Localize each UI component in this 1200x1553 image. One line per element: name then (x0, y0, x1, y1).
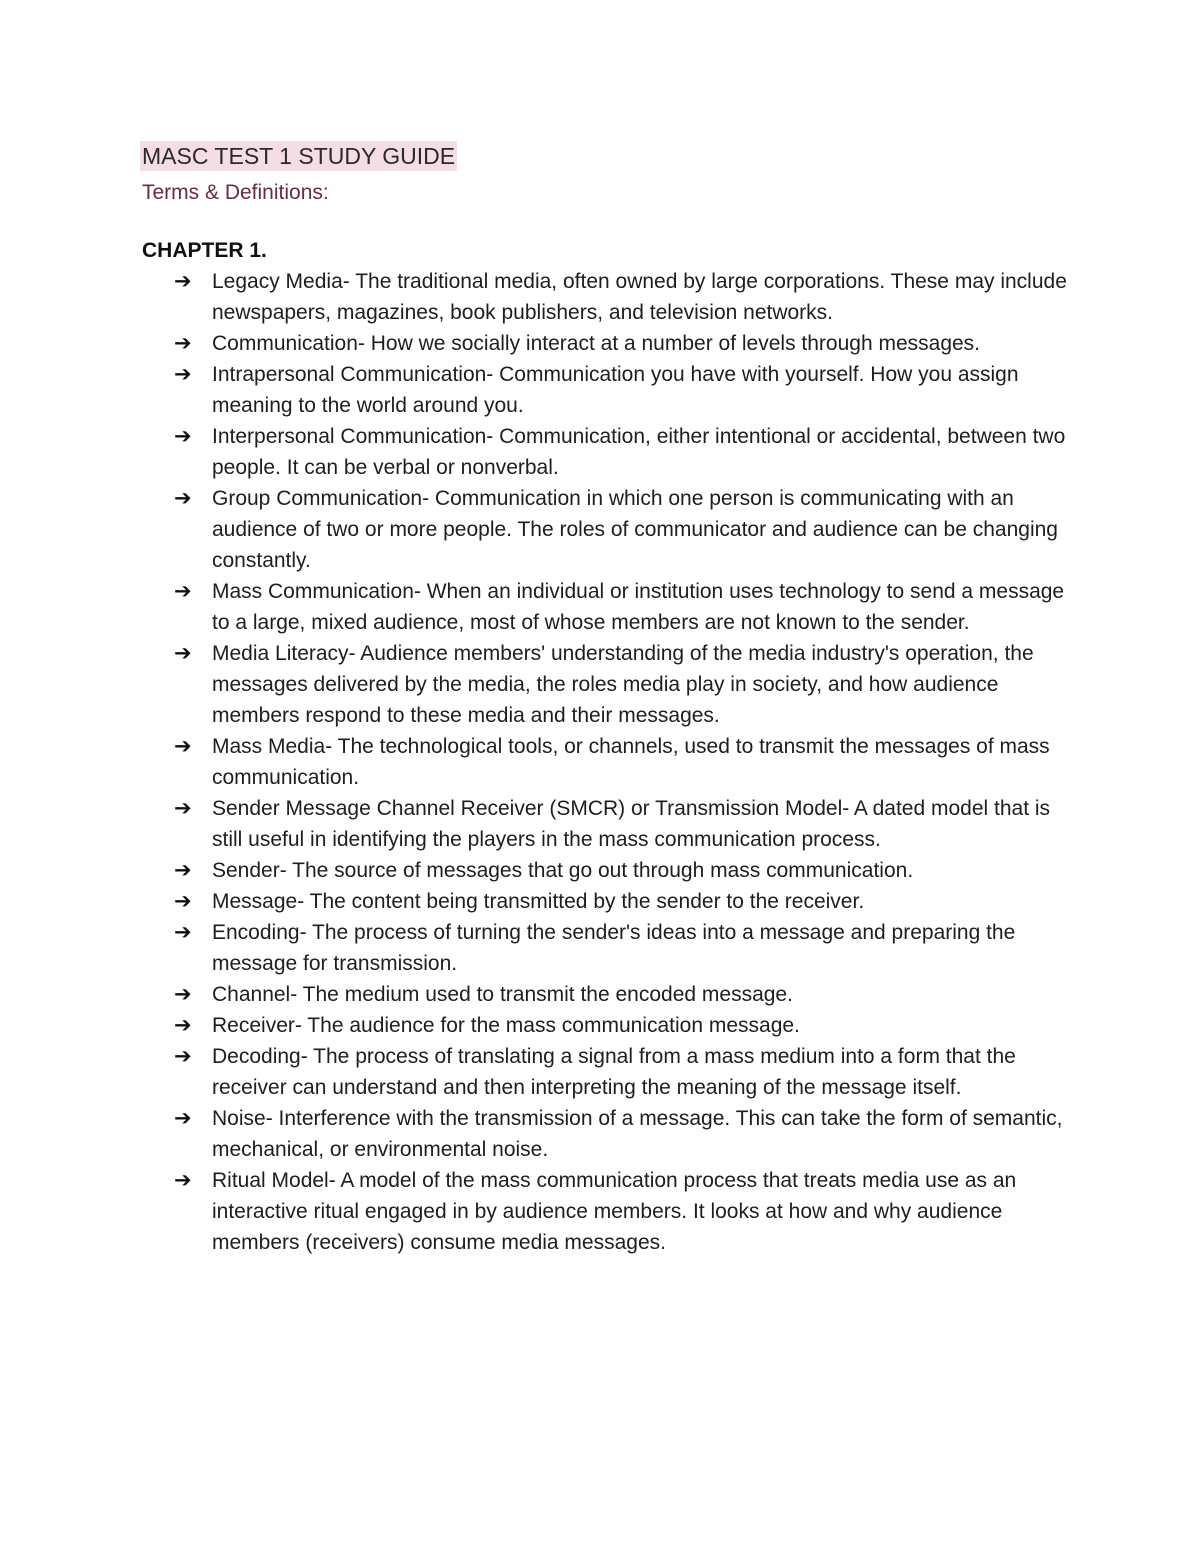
list-item (172, 1165, 1072, 1258)
list-item (172, 793, 1072, 855)
list-item (172, 483, 1072, 576)
document-title: MASC TEST 1 STUDY GUIDE (142, 143, 456, 169)
list-item (172, 731, 1072, 793)
list-item (172, 1103, 1072, 1165)
term-text: Interpersonal Communication- Communication, either intentional or accidental, between two people. It can be verbal or nonverbal. (212, 425, 1066, 479)
arrow-right-icon: ➔ (174, 889, 192, 913)
list-item (172, 917, 1072, 979)
document-subtitle: Terms & Definitions: (142, 181, 329, 204)
arrow-right-icon: ➔ (174, 920, 192, 944)
term-text: Mass Media- The technological tools, or channels, used to transmit the messages of mass communication. (212, 735, 1050, 789)
list-item (172, 855, 1072, 886)
arrow-right-icon: ➔ (174, 1168, 192, 1192)
term-text: Message- The content being transmitted by the sender to the receiver. (212, 890, 865, 913)
term-text: Ritual Model- A model of the mass communication process that treats media use as an interactive ritual engaged in by audience members. It looks at how and why audience members (receivers) consume media messages. (212, 1169, 1017, 1254)
list-item (172, 421, 1072, 483)
list-item (172, 979, 1072, 1010)
term-text: Noise- Interference with the transmission of a message. This can take the form of semantic, mechanical, or environmental noise. (212, 1107, 1063, 1161)
term-text: Sender Message Channel Receiver (SMCR) or Transmission Model- A dated model that is still useful in identifying the players in the mass communication process. (212, 797, 1051, 851)
term-text: Intrapersonal Communication- Communication you have with yourself. How you assign meaning to the world around you. (212, 363, 1019, 417)
arrow-right-icon: ➔ (174, 796, 192, 820)
arrow-right-icon: ➔ (174, 1013, 192, 1037)
term-text: Media Literacy- Audience members' understanding of the media industry's operation, the messages delivered by the media, the roles media play in society, and how audience members respond to these media and their messages. (212, 642, 1034, 727)
chapter-heading: CHAPTER 1. (142, 239, 267, 262)
arrow-right-icon: ➔ (174, 1044, 192, 1068)
term-text: Receiver- The audience for the mass communication message. (212, 1014, 800, 1037)
term-text: Legacy Media- The traditional media, often owned by large corporations. These may include newspapers, magazines, book publishers, and television networks. (212, 270, 1067, 324)
term-text: Channel- The medium used to transmit the encoded message. (212, 983, 793, 1006)
arrow-right-icon: ➔ (174, 269, 192, 293)
arrow-right-icon: ➔ (174, 362, 192, 386)
term-text: Decoding- The process of translating a signal from a mass medium into a form that the receiver can understand and then interpreting the meaning of the message itself. (212, 1045, 1016, 1099)
term-text: Sender- The source of messages that go out through mass communication. (212, 859, 914, 882)
arrow-right-icon: ➔ (174, 641, 192, 665)
arrow-right-icon: ➔ (174, 579, 192, 603)
arrow-right-icon: ➔ (174, 331, 192, 355)
term-text: Group Communication- Communication in which one person is communicating with an audience of two or more people. The roles of communicator and audience can be changing constantly. (212, 487, 1058, 572)
term-text: Communication- How we socially interact at a number of levels through messages. (212, 332, 981, 355)
list-item (172, 1010, 1072, 1041)
list-item (172, 1041, 1072, 1103)
list-item (172, 576, 1072, 638)
list-item (172, 359, 1072, 421)
arrow-right-icon: ➔ (174, 1106, 192, 1130)
arrow-right-icon: ➔ (174, 486, 192, 510)
list-item (172, 886, 1072, 917)
term-text: Encoding- The process of turning the sender's ideas into a message and preparing the message for transmission. (212, 921, 1016, 975)
arrow-right-icon: ➔ (174, 734, 192, 758)
term-text: Mass Communication- When an individual or institution uses technology to send a message to a large, mixed audience, most of whose members are not known to the sender. (212, 580, 1065, 634)
term-list (172, 266, 1072, 1258)
list-item (172, 266, 1072, 328)
arrow-right-icon: ➔ (174, 424, 192, 448)
arrow-right-icon: ➔ (174, 858, 192, 882)
list-item (172, 638, 1072, 731)
list-item (172, 328, 1072, 359)
arrow-right-icon: ➔ (174, 982, 192, 1006)
